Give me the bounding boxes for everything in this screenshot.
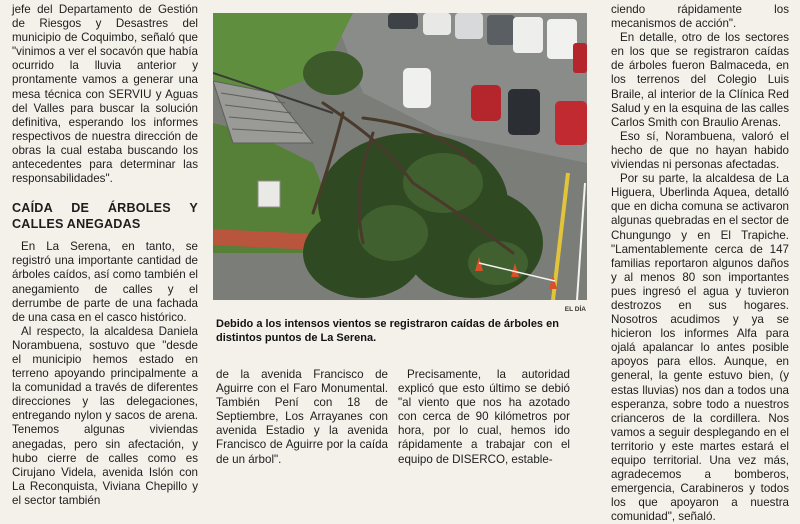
- news-photo: [213, 13, 587, 300]
- column4-paragraph-1: En detalle, otro de los sectores en los que se registraron caídas de árboles fueron Balmaceda, en los terrenos del Colegio Luis Braile, al interior de la Clínica Red Salud y en la esquina de las calles Carlos Smith con Braulio Arenas.: [611, 31, 789, 129]
- column2-text: de la avenida Francisco de Aguirre con el Faro Monumental. También Pení con 18 de Septiembre, Los Arrayanes con avenida Estadio y la avenida Francisco de Aguirre por la caída de un árbol".: [216, 368, 388, 466]
- article-column-4: [611, 3, 789, 524]
- photo-credit: EL DÍA: [564, 306, 586, 313]
- column1-paragraph-2: Al respecto, la alcaldesa Daniela Norambuena, sostuvo que "desde el municipio hemos estado en terreno apoyando principalmente a la comunidad a través de diferentes direcciones y las delegaciones, entregando nylon y sacos de arena. Tenemos algunas viviendas anegadas, pero sin afectación, y hubo cierre de calles como es Cirujano Videla, avenida Islón con La Reconquista, Viviana Chepillo y el sector también: [12, 324, 198, 507]
- column1-intro: jefe del Departamento de Gestión de Riesgos y Desastres del municipio de Coquimbo, señaló que "vinimos a ver el socavón que había ocurrido la lluvia anterior y prontamente vamos a generar una mesa técnica con SERVIU y Aguas del Valles para buscar la solución definitiva, esperando los informes respectivos de nuestra dirección de obras la cual estaba buscando los antecedentes para determinar las responsabilidades".: [12, 3, 198, 186]
- column4-paragraph-2: Eso sí, Norambuena, valoró el hecho de que no hayan habido viviendas ni personas afectadas.: [611, 129, 789, 172]
- column4-paragraph-3: Por su parte, la alcaldesa de La Higuera, Uberlinda Aquea, detalló que en dicha comuna se activaron algunas quebradas en el sector de Chungungo y en El Trapiche. "Lamentablemente cerca de 147 familias reportaron algunos daños y al menos 80 son importantes pues ingresó el agua y tuvieron destrozos en sus hogares. Nosotros acudimos y ya se hicieron los informes Alfa para ojalá apalancar lo antes posible apoyos para ellos. Aunque, en general, la gente estuvo bien, (y estas lluvias) nos dan a todos una esperanza, sobre todo a nuestros crianceros de la cordillera. Nos vamos a seguir desplegando en el territorio y este martes estará el equipo territorial. Una vez más, agradecemos a bomberos, emergencia, Carabineros y todos los que apoyaron a nuestra comunidad", señaló.: [611, 172, 789, 524]
- article-column-3: [398, 368, 570, 467]
- section-subhead: CAÍDA DE ÁRBOLES Y CALLES ANEGADAS: [12, 201, 198, 232]
- photo-caption: Debido a los intensos vientos se registraron caídas de árboles en distintos puntos de La Serena.: [216, 318, 559, 344]
- article-column-1: [12, 3, 198, 508]
- column4-paragraph-0: ciendo rápidamente los mecanismos de acción".: [611, 3, 789, 31]
- fallen-tree-photo: [213, 13, 587, 300]
- column3-text: Precisamente, la autoridad explicó que esto último se debió "al viento que nos ha azotado con cerca de 90 kilómetros por hora, por lo cual, hemos ido rápidamente a trabajar con el equipo de DISERCO, estable-: [398, 368, 570, 466]
- column1-paragraph-1: En La Serena, en tanto, se registró una importante cantidad de árboles caídos, así como también el anegamiento de calles y el derrumbe de parte de una fachada de una casa en el casco histórico.: [12, 240, 198, 324]
- article-column-2: [216, 368, 388, 467]
